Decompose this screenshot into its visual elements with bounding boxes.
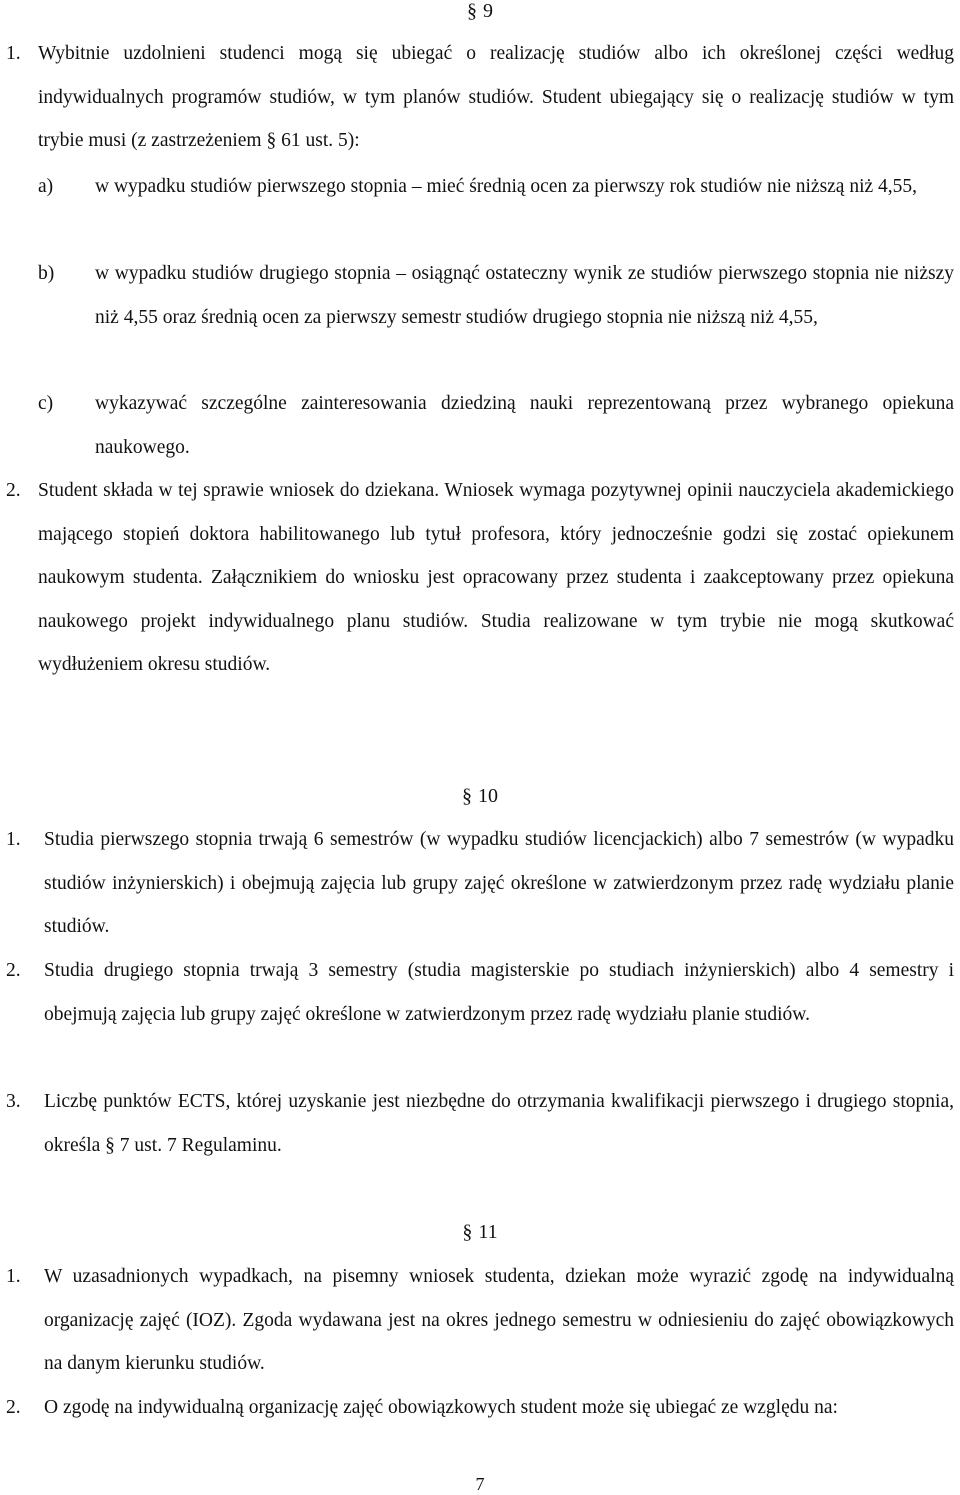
item-text: O zgodę na indywidualną organizację zajęć obowiązkowych student może się ubiegać ze względu na: bbox=[44, 1397, 838, 1418]
item-text: Studia drugiego stopnia trwają 3 semestry (studia magisterskie po studiach inżynierskich) albo 4 semestry i obejmują zajęcia lub grupy zajęć określone w zatwierdzonym przez radę wydziału planie studiów. bbox=[44, 960, 954, 1025]
page-number: 7 bbox=[475, 1474, 485, 1494]
item-marker: 1. bbox=[6, 43, 21, 64]
item-text: Wybitnie uzdolnieni studenci mogą się ubiegać o realizację studiów albo ich określonej części według indywidualnych programów studiów, w tym planów studiów. Student ubiegający się o realizację studiów w tym trybie musi (z zastrzeżeniem § 61 ust. 5): bbox=[38, 43, 954, 152]
section-number: 10 bbox=[478, 785, 498, 807]
item-marker: 1. bbox=[6, 829, 21, 850]
item-marker: 2. bbox=[6, 1397, 21, 1418]
section-number: 9 bbox=[483, 0, 493, 22]
item-text: W uzasadnionych wypadkach, na pisemny wniosek studenta, dziekan może wyrazić zgodę na indywidualną organizację zajęć (IOZ). Zgoda wydawana jest na okres jednego semestru w odniesieniu do zajęć obowiązkowych na danym kierunku studiów. bbox=[44, 1266, 954, 1375]
item-marker: 3. bbox=[6, 1091, 21, 1112]
item-text: wykazywać szczególne zainteresowania dziedziną nauki reprezentowaną przez wybranego opiekuna naukowego. bbox=[95, 393, 954, 458]
section-number: 11 bbox=[478, 1221, 498, 1243]
item-marker: c) bbox=[38, 393, 54, 414]
item-marker: 2. bbox=[6, 480, 21, 501]
item-text: w wypadku studiów pierwszego stopnia – mieć średnią ocen za pierwszy rok studiów nie niższą niż 4,55, bbox=[95, 176, 918, 197]
section-heading bbox=[0, 1221, 960, 1244]
section-symbol: § bbox=[467, 0, 477, 22]
item-marker: 1. bbox=[6, 1266, 21, 1287]
section-heading bbox=[0, 0, 960, 23]
item-text: Studia pierwszego stopnia trwają 6 semestrów (w wypadku studiów licencjackich) albo 7 semestrów (w wypadku studiów inżynierskich) i obejmują zajęcia lub grupy zajęć określone w zatwierdzonym przez radę wydziału planie studiów. bbox=[44, 829, 954, 938]
section-symbol: § bbox=[462, 785, 472, 807]
item-text: Liczbę punktów ECTS, której uzyskanie jest niezbędne do otrzymania kwalifikacji pierwszego i drugiego stopnia, określa § 7 ust. 7 Regulaminu. bbox=[44, 1091, 954, 1156]
item-marker: a) bbox=[38, 176, 54, 197]
item-text: Student składa w tej sprawie wniosek do dziekana. Wniosek wymaga pozytywnej opinii nauczyciela akademickiego mającego stopień doktora habilitowanego lub tytuł profesora, który jednocześnie godzi się zostać opiekunem naukowym studenta. Załącznikiem do wniosku jest opracowany przez studenta i zaakceptowany przez opiekuna naukowego projekt indywidualnego planu studiów. Studia realizowane w tym trybie nie mogą skutkować wydłużeniem okresu studiów. bbox=[38, 480, 954, 676]
section-heading bbox=[0, 785, 960, 808]
item-text: w wypadku studiów drugiego stopnia – osiągnąć ostateczny wynik ze studiów pierwszego stopnia nie niższy niż 4,55 oraz średnią ocen za pierwszy semestr studiów drugiego stopnia nie niższą niż 4,55, bbox=[95, 263, 954, 328]
item-marker: 2. bbox=[6, 960, 21, 981]
item-marker: b) bbox=[38, 263, 55, 284]
section-symbol: § bbox=[462, 1221, 473, 1243]
